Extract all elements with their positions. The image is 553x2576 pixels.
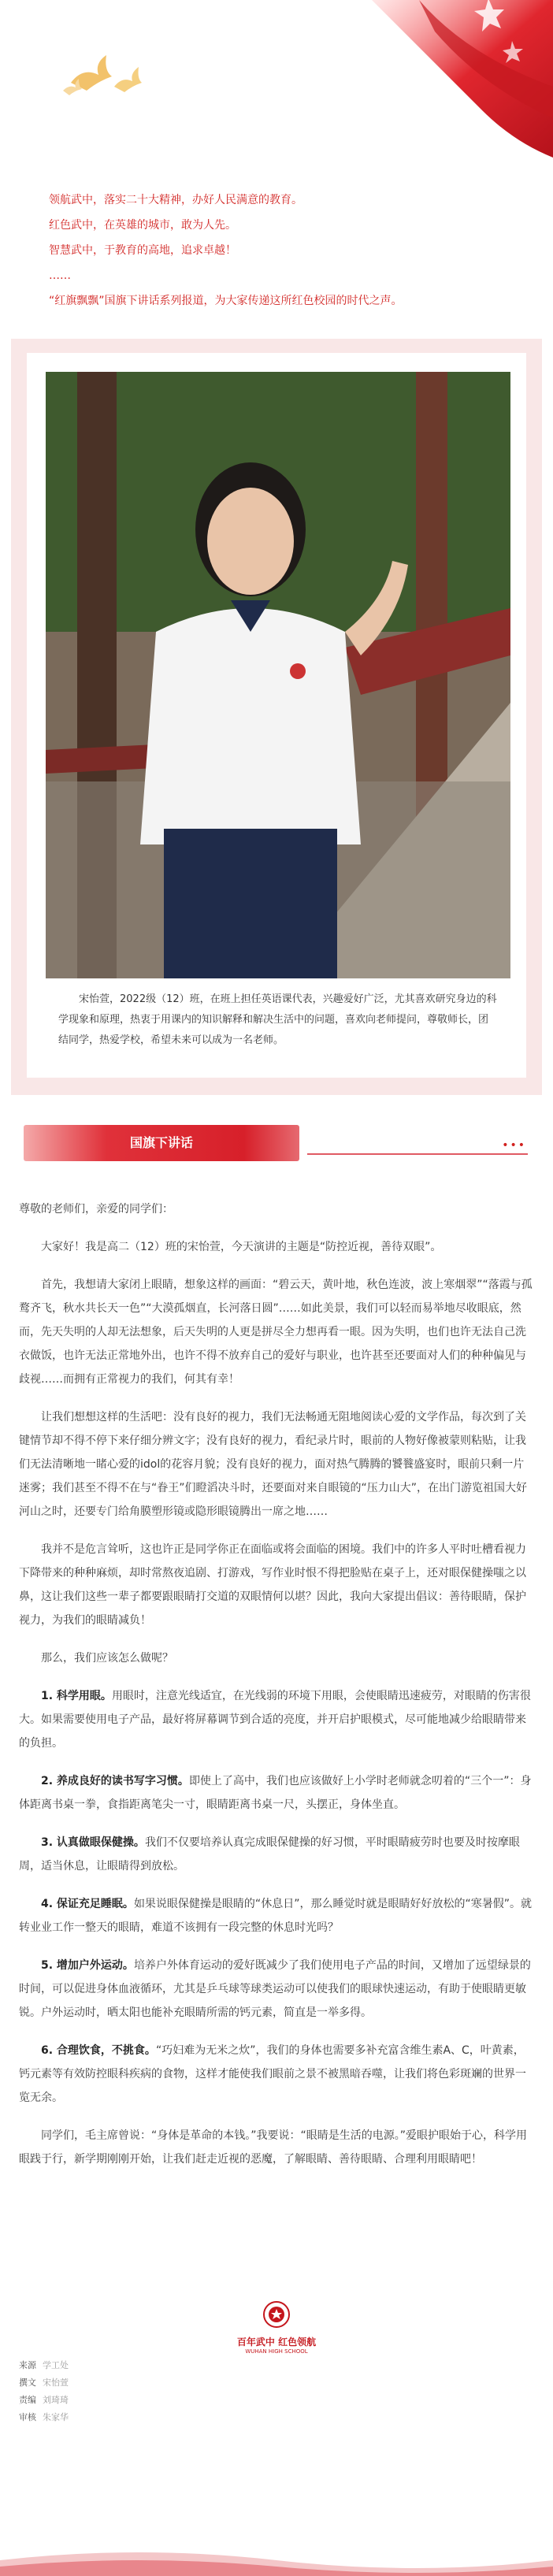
intro-line: 红色武中，在英雄的城市，敢为人先。 — [49, 219, 236, 232]
paragraph — [19, 1954, 534, 2025]
credit-label: 审核 — [19, 2412, 36, 2422]
intro-ellipsis: …… — [49, 269, 71, 282]
paragraph — [19, 1892, 534, 1939]
paragraph: 我并不是危言耸听，这也许正是同学你正在面临或将会面临的困境。我们中的许多人平时吐槽看视力下降带来的种种麻烦，却时常熬夜追剧、打游戏，写作业时恨不得把脸贴在桌子上，还对眼保健操嗤之以鼻，这让我们这些一辈子都要跟眼睛打交道的双眼情何以堪？因此，我向大家提出倡议：善待眼睛，保护视力，为我们的眼睛减负！ — [19, 1543, 526, 1627]
student-bio: 宋怡萱，2022级（12）班，在班上担任英语课代表，兴趣爱好广泛，尤其喜欢研究身边的科学现象和原理，热衷于用课内的知识解释和解决生活中的问题，喜欢向老师提问，尊敬师长，团结同学，热爱学校，希望未来可以成为一名老师。 — [58, 993, 497, 1046]
logo-slogan: 百年武中 红色领航 — [236, 2337, 317, 2348]
school-logo — [229, 2300, 324, 2355]
credit-value: 刘琦琦 — [43, 2395, 69, 2405]
greeting: 尊敬的老师们，亲爱的同学们： — [19, 1203, 173, 1216]
footer-wave-decoration — [0, 2544, 553, 2576]
credits-block — [19, 2357, 255, 2426]
point-text: 即使上了高中，我们也应该做好上小学时老师就念叨着的“三个一”：身体距离书桌一拳，食指距离笔尖一寸，眼睛距离书桌一尺，头摆正，身体坐直。 — [19, 1775, 532, 1811]
intro-block — [0, 187, 553, 314]
paragraph: 同学们，毛主席曾说：“身体是革命的本钱。”我要说：“眼睛是生活的电源。”爱眼护眼始于心，科学用眼践于行，新学期刚刚开始，让我们赶走近视的恶魔，了解眼睛、善待眼睛、合理利用眼睛吧！ — [19, 2129, 528, 2166]
credit-row — [19, 2374, 255, 2392]
point-text: 用眼时，注意光线适宜，在光线弱的环境下用眼，会使眼睛迅速疲劳，对眼睛的伤害很大。如果需要使用电子产品，最好将屏幕调节到合适的亮度，并开启护眼模式，尽可能地减少给眼睛带来的负担。 — [19, 1690, 531, 1750]
credit-label: 撰文 — [19, 2377, 36, 2388]
credit-value: 学工处 — [43, 2360, 69, 2370]
credit-label: 责编 — [19, 2395, 36, 2405]
credit-row — [19, 2392, 255, 2409]
paragraph — [19, 2039, 534, 2110]
intro-line: “红旗飘飘”国旗下讲话系列报道，为大家传递这所红色校园的时代之声。 — [49, 295, 403, 307]
paragraph: 那么，我们应该怎么做呢？ — [41, 1652, 173, 1665]
point-heading: 5. 增加户外运动。 — [41, 1959, 134, 1972]
point-text: 我们不仅要培养认真完成眼保健操的好习惯，平时眼睛疲劳时也要及时按摩眼周，适当休息，让眼睛得到放松。 — [19, 1836, 520, 1873]
point-heading: 6. 合理饮食，不挑食。 — [41, 2044, 156, 2057]
profile-card — [11, 339, 542, 1095]
paragraph — [19, 1769, 534, 1817]
point-text: 如果说眼保健操是眼睛的“休息日”，那么睡觉时就是眼睛好好放松的“寒暑假”。就转业业工作一整天的眼睛，难道不该拥有一段完整的休息时光吗？ — [19, 1898, 532, 1934]
paragraph: 首先，我想请大家闭上眼睛，想象这样的画面：“碧云天，黄叶地，秋色连波，波上寒烟翠”“落霞与孤鹜齐飞，秋水共长天一色”“大漠孤烟直，长河落日圆”……如此美景，我们可以轻而易举地尽收眼底，然而，先天失明的人却无法想象，后天失明的人更是拼尽全力想再看一眼。因为失明，也们也许无法自己洗衣做饭，也许无法正常地外出，也许不得不放弃自己的爱好与职业，也许甚至还要面对人们的种种偏见与歧视……而拥有正常视力的我们，何其有幸！ — [19, 1279, 533, 1386]
doves-icon — [63, 43, 173, 114]
section-dots: ••• — [502, 1139, 526, 1152]
profile-card-inner — [27, 353, 526, 1078]
point-heading: 3. 认真做眼保健操。 — [41, 1836, 145, 1849]
header-banner — [0, 0, 553, 181]
intro-line: 智慧武中，于教育的高地，追求卓越！ — [49, 244, 236, 257]
point-text: 培养户外体育运动的爱好既减少了我们使用电子产品的时间，又增加了远望绿景的时间，可以促进身体血液循环，尤其是乒乓球等球类运动可以使我们的眼球快速运动，有助于使眼睛更敏锐。户外运动时，晒太阳也能补充眼睛所需的钙元素，简直是一举多得。 — [19, 1959, 531, 2019]
credit-value: 朱家华 — [43, 2412, 69, 2422]
intro-line: 领航武中，落实二十大精神，办好人民满意的教育。 — [49, 194, 302, 206]
section-header — [24, 1125, 534, 1166]
paragraph — [19, 1831, 534, 1878]
speech-article — [19, 1197, 534, 2185]
red-flag-icon — [325, 0, 553, 181]
section-divider — [307, 1153, 528, 1155]
credit-value: 宋怡萱 — [43, 2377, 69, 2388]
credit-row — [19, 2409, 255, 2426]
paragraph: 大家好！我是高二（12）班的宋怡萱，今天演讲的主题是“防控近视，善待双眼”。 — [41, 1241, 442, 1253]
credit-label: 来源 — [19, 2360, 36, 2370]
point-heading: 1. 科学用眼。 — [41, 1690, 112, 1702]
student-photo — [46, 372, 510, 978]
credit-row — [19, 2357, 255, 2374]
point-heading: 2. 养成良好的读书写字习惯。 — [41, 1775, 189, 1787]
paragraph: 让我们想想这样的生活吧：没有良好的视力，我们无法畅通无阻地阅读心爱的文学作品，每次到了关键情节却不得不停下来仔细分辨文字；没有良好的视力，看纪录片时，眼前的人物好像被蒙则粘贴，让我们无法清晰地一睹心爱的idol的花容月貌；没有良好的视力，面对热气腾腾的饕餮盛宴时，眼前只剩一片迷雾；我们甚至不得不在与“眷王”们瞪滔决斗时，还要面对来自眼镜的“压力山大”，在出门游览祖国大好河山之时，还要专门给角膜塑形镜或隐形眼镜腾出一席之地…… — [19, 1411, 528, 1518]
logo-subtitle: WUHAN HIGH SCHOOL — [245, 2348, 308, 2355]
section-title: 国旗下讲话 — [24, 1125, 299, 1161]
point-heading: 4. 保证充足睡眠。 — [41, 1898, 134, 1910]
school-emblem-icon — [262, 2300, 291, 2329]
point-text: “巧妇难为无米之炊”，我们的身体也需要多补充富含维生素A、C，叶黄素，钙元素等有效防控眼科疾病的食物，这样才能使我们眼前之景不被黑暗吞噬，让我们将色彩斑斓的世界一览无余。 — [19, 2044, 526, 2104]
paragraph — [19, 1684, 534, 1755]
